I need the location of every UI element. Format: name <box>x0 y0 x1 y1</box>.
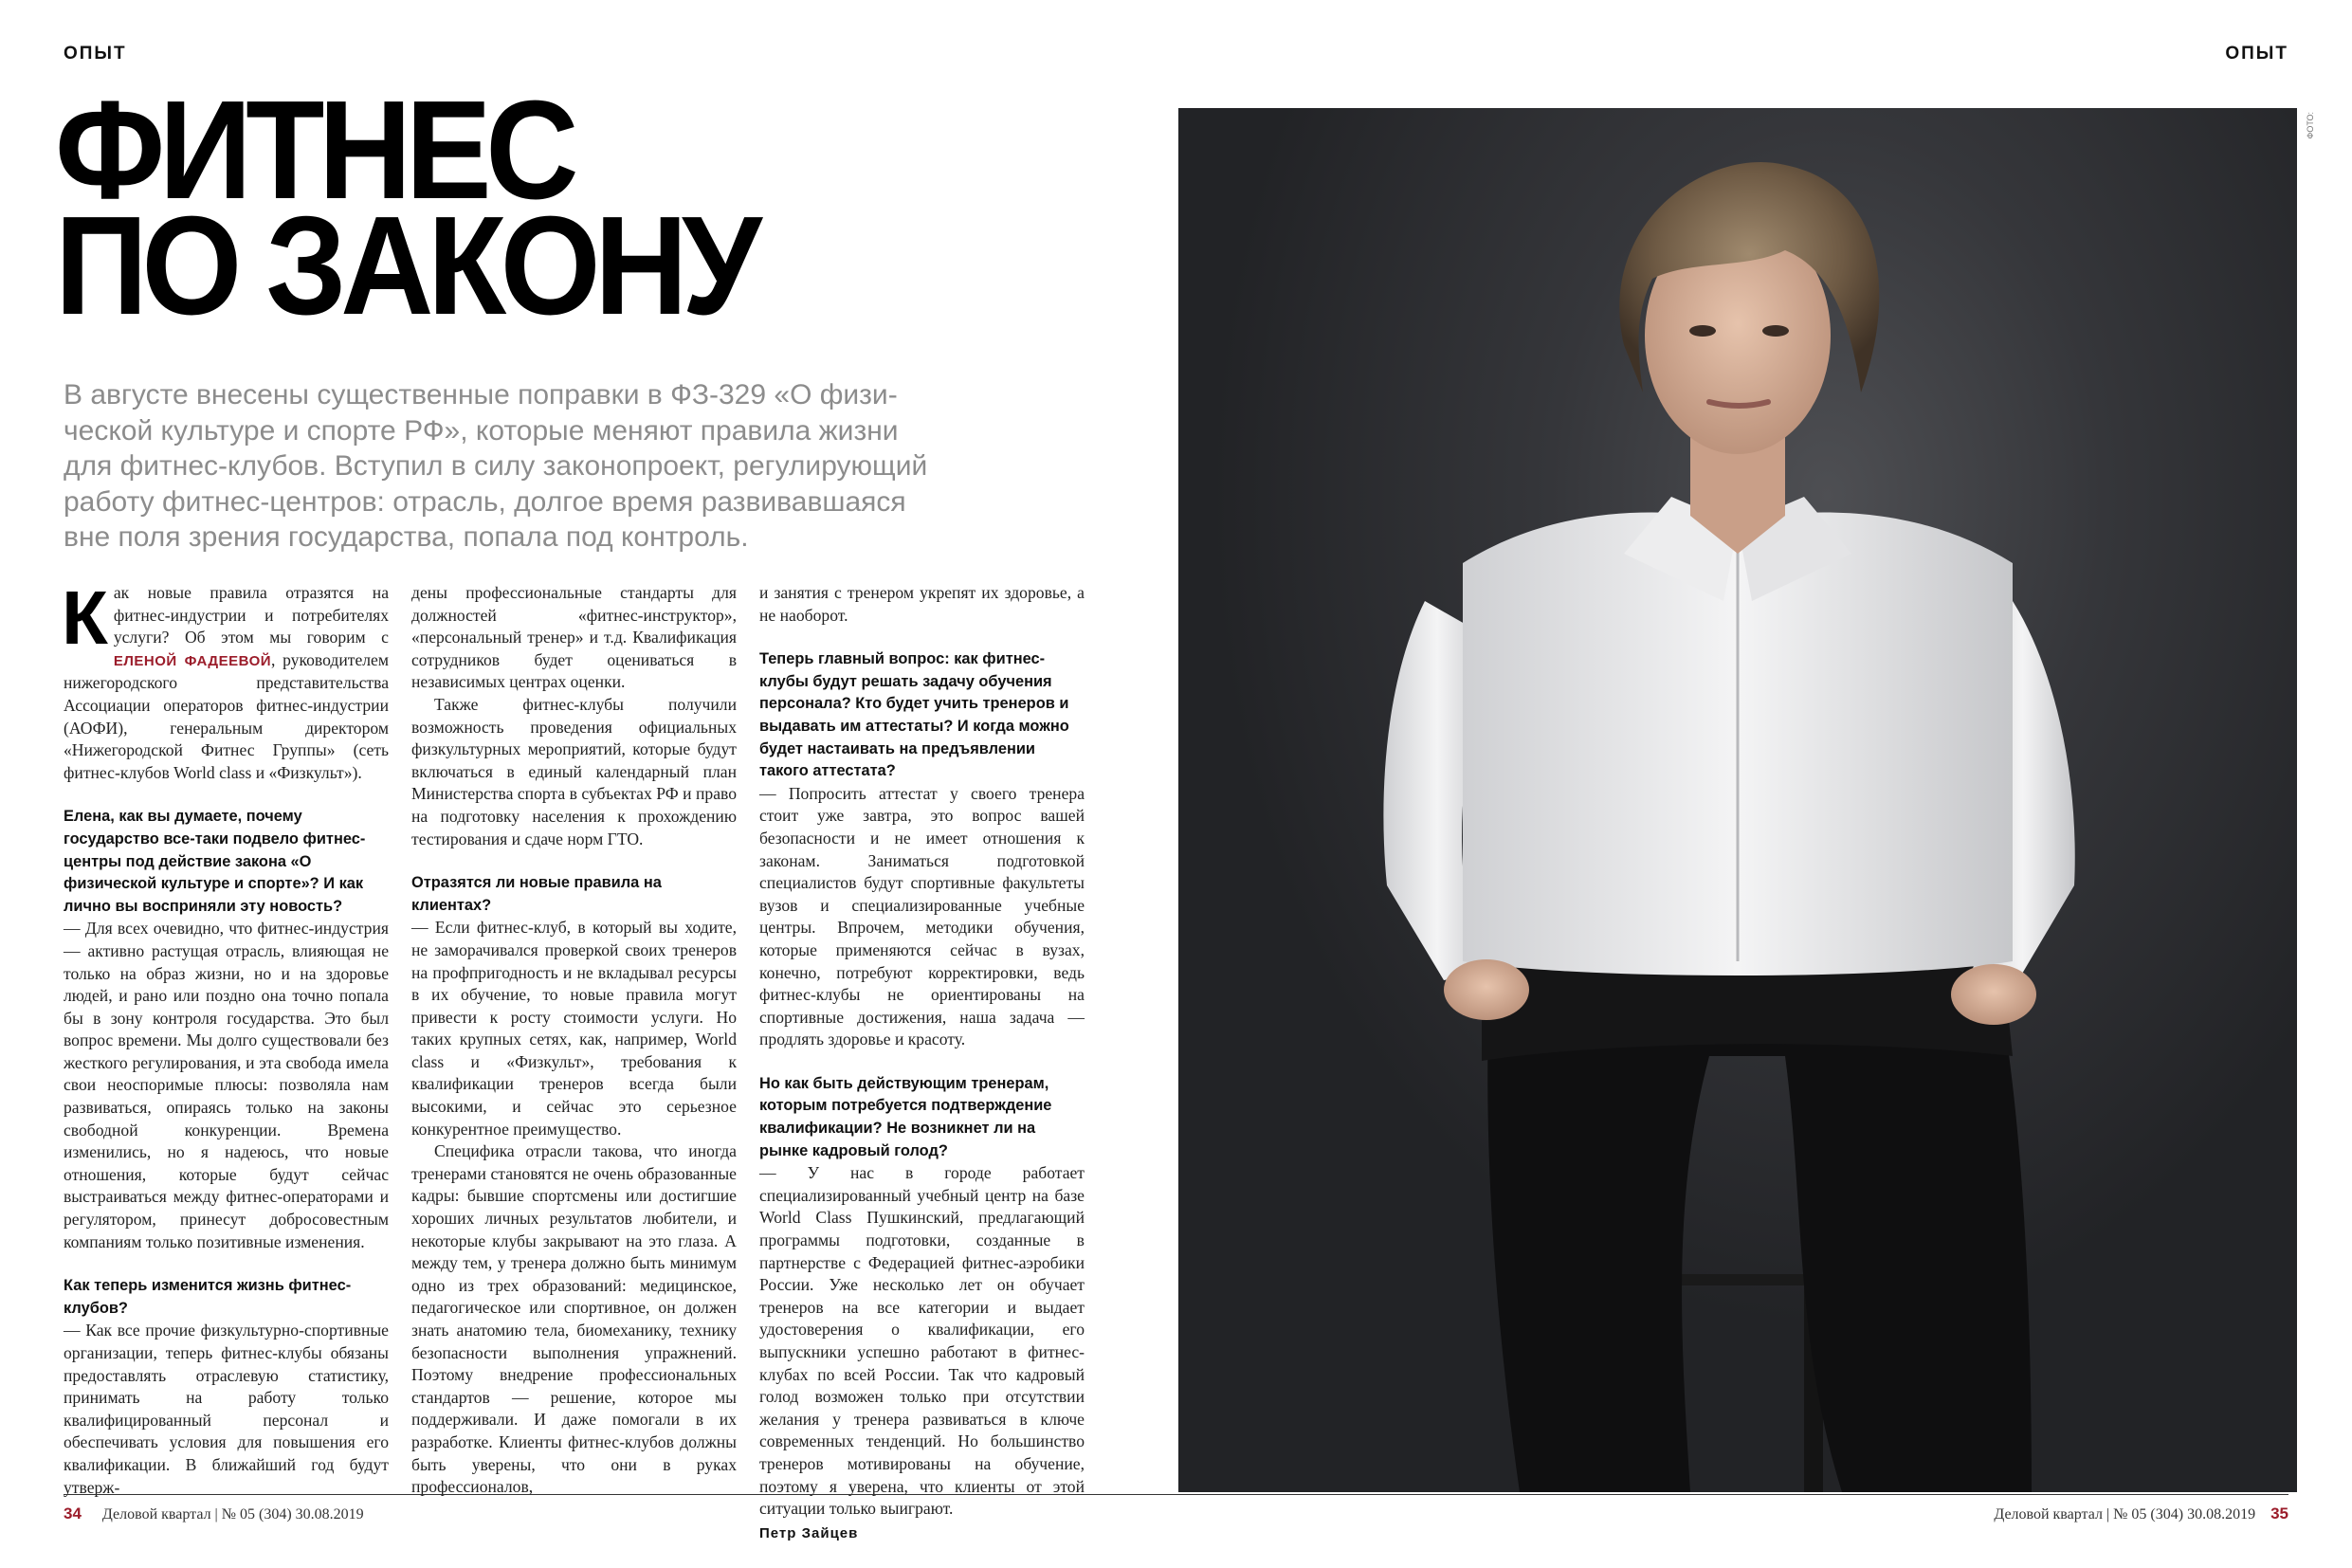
headline <box>55 72 757 344</box>
interviewee-name: ЕЛЕНОЙ ФАДЕЕВОЙ <box>113 652 272 669</box>
page-number-left: 34 <box>64 1504 82 1522</box>
footer-left <box>64 1504 364 1523</box>
question-4: Теперь главный вопрос: как фитнес-клубы будут решать задачу обучения персонала? Кто будет учить тренеров и выдавать им аттестаты? И когда можно будет настаивать на предъявлении такого аттестата? <box>759 650 1069 780</box>
answer-4: — Попросить аттестат у своего тренера стоит уже завтра, это вопрос вашей безопасности и не имеет отношения к законам. Заниматься подготовкой специалистов будут спортивные факультеты вузов и специализированные учебные центры. Впрочем, методики обучения, которые применяются сейчас в вузах, конечно, потребуют корректировки, ведь фитнес-клубы не ориентированы на спортивные достижения, наша задача — продлять здоровье и красоту. <box>759 783 1085 1049</box>
paragraph: и занятия с тренером укрепят их здоровье, а не наоборот. <box>759 583 1085 625</box>
answer-5: — У нас в городе работает специализированный учебный центр на базе World Class Пушкинский, предлагающий программы подготовки, созданные в партнерстве с Федерацией фитнес-аэробики России. Уже несколько лет он обучает тренеров на все категории и выдает удостоверения о квалификации, его выпускники успешно работают в фитнес-клубах по всей России. Так что кадровый голод возможен только при отсутствии желания у тренера развиваться в ключе современных тенденций. Но большинство тренеров мотивированы на обучение, поэтому я уверена, что клиенты от этой ситуации только выиграют. <box>759 1163 1085 1519</box>
photo-credit: ФОТО: <box>2306 112 2315 139</box>
article-column-3 <box>759 582 1085 1544</box>
paragraph: дены профессиональные стандарты для должностей «фитнес-инструктор», «персональный тренер» и т.д. Квалификация сотрудников будет оцениваться в независимых центрах оценки. <box>411 583 737 692</box>
page-number-right: 35 <box>2270 1504 2288 1522</box>
lead-line: вне поля зрения государства, попала под контроль. <box>64 521 749 553</box>
article-column-1 <box>62 575 389 1499</box>
footer-rule <box>64 1494 2288 1495</box>
lead-paragraph <box>64 377 928 556</box>
intro-text: ак новые правила отразятся на фитнес-индустрии и потребителях услуги? Об этом мы говорим с <box>113 583 389 647</box>
question-2: Как теперь изменится жизнь фитнес-клубов? <box>64 1277 352 1317</box>
answer-3: — Если фитнес-клуб, в который вы ходите, не заморачивался проверкой своих тренеров на профпригодность и не вкладывал ресурсы в их обучение, то новые правила могут привести к росту стоимости услуги. Но таких крупных сетях, как, например, World class и «Физкульт», требования к квалификации тренеров всегда были высокими, и сейчас это серьезное конкурентное преимущество. <box>411 918 737 1139</box>
lead-line: работу фитнес-центров: отрасль, долгое время развивавшаяся <box>64 485 906 518</box>
paragraph: Также фитнес-клубы получили возможность проведения официальных физкультурных мероприятий, которые будут включаться в единый календарный план Министерства спорта в субъектах РФ и право на подготовку населения к прохождению тестирования и сдаче норм ГТО. <box>411 694 737 848</box>
section-label-right: ОПЫТ <box>2225 44 2288 64</box>
issue-info-right: Деловой квартал | № 05 (304) 30.08.2019 <box>1994 1506 2256 1522</box>
issue-info-left: Деловой квартал | № 05 (304) 30.08.2019 <box>101 1506 364 1522</box>
question-5: Но как быть действующим тренерам, которым потребуется подтверждение квалификации? Не возникнет ли на рынке кадровый голод? <box>759 1074 1052 1159</box>
question-1: Елена, как вы думаете, почему государство все-таки подвело фитнес-центры под действие закона «О физической культуре и спорте»? И как лично вы восприняли эту новость? <box>64 808 366 915</box>
article-column-2 <box>411 582 737 1499</box>
intro-paragraph <box>62 575 389 784</box>
answer-1: — Для всех очевидно, что фитнес-индустрия — активно растущая отрасль, влияющая не только на образ жизни, но и на здоровье людей, и рано или поздно она точно попала бы в зону контроля государства. Это был вопрос времени. Мы долго существовали без жесткого регулирования, и эта свобода имела свои неоспоримые плюсы: позволяла нам развиваться, опираясь только на законы свободной конкуренции. Времена изменились, но я надеюсь, что новые отношения, которые будут сейчас выстраиваться между фитнес-операторами и регулятором, принесут добросовестным компаниям только позитивные изменения. <box>64 919 389 1251</box>
author-byline: Петр Зайцев <box>759 1524 859 1541</box>
drop-cap: К <box>62 575 108 660</box>
paragraph: Специфика отрасли такова, что иногда тренерами становятся не очень образованные кадры: бывшие спортсмены или достигшие хороших личных результатов любители, и некоторые клубы закрывают на это глаза. А между тем, у тренера должно быть минимум одно из трех образований: медицинское, педагогическое или спортивное, он должен знать анатомию тела, биомеханику, технику безопасности выполнения упражнений. Поэтому внедрение профессиональных стандартов — решение, которое мы поддерживали. И даже помогали в их разработке. Клиенты фитнес-клубов должны быть уверены, что они в руках профессионалов, <box>411 1141 737 1497</box>
lead-line: для фитнес-клубов. Вступил в силу законопроект, регулирующий <box>64 450 928 482</box>
footer-right <box>1994 1504 2288 1523</box>
headline-line-2: ПО ЗАКОНУ <box>55 188 757 344</box>
question-3: Отразятся ли новые правила на клиентах? <box>411 874 662 914</box>
lead-line: В августе внесены существенные поправки в ФЗ-329 «О физи- <box>64 379 898 410</box>
answer-2: — Как все прочие физкультурно-спортивные организации, теперь фитнес-клубы обязаны предоставлять отраслевую статистику, принимать на работу только квалифицированный персонал и обеспечивать условия для повышения его квалификации. В ближайший год будут утверж- <box>64 1321 389 1497</box>
portrait-illustration <box>1178 108 2297 1492</box>
lead-line: ческой культуре и спорте РФ», которые меняют правила жизни <box>64 414 899 447</box>
portrait-photo <box>1178 108 2297 1492</box>
headline-line-1: ФИТНЕС <box>55 72 574 228</box>
intro-text-end: , руководителем нижегородского представительства Ассоциации операторов фитнес-индустрии (АОФИ), генеральным директором «Нижегородской Фитнес Группы» (сеть фитнес-клубов World class и «Физкульт»). <box>64 649 389 782</box>
section-label-left: ОПЫТ <box>64 44 127 64</box>
